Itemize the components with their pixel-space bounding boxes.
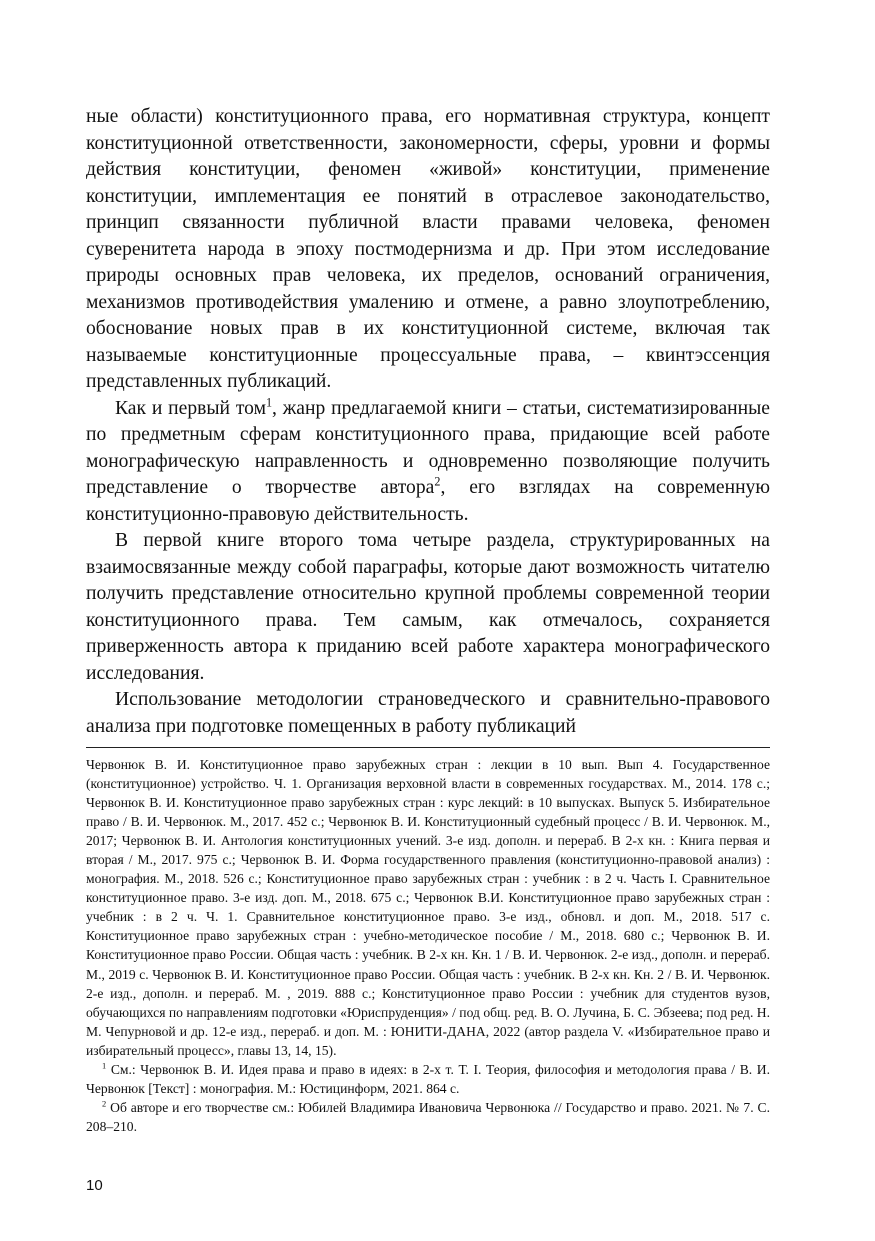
footnote-continued: Червонюк В. И. Конституционное право зарубежных стран : лекции в 10 вып. Вып 4. Государственное (конституционное) устройство. Ч. 1. Организация верховной власти в современных государствах. М., 2014. 178 с.; Червонюк В. И. Конституционное право зарубежных стран : курс лекций: в 10 выпусках. Выпуск 5. Избирательное право / В. И. Червонюк. М., 2017. 452 с.; Червонюк В. И. Конституционный судебный процесс / В. И. Червонюк. М., 2017; Червонюк В. И. Антология конституционных учений. 3-е изд. дополн. и перераб. В 2-х кн. : Книга первая и вторая / М., 2017. 975 с.; Червонюк В. И. Форма государственного правления (конституционно-правовой анализ) : монография. М., 2018. 526 с.; Конституционное право зарубежных стран : учебник : в 2 ч. Часть I. Сравнительное конституционное право. 3-е изд. доп. М., 2018. 675 с.; Червонюк В.И. Конституционное право зарубежных стран : учебник : в 2 ч. Ч. 1. Сравнительное конституционное право. 3-е изд., обновл. и доп. М., 2018. 517 с. Конституционное право зарубежных стран : учебно-методическое пособие / М., 2018. 680 с.; Червонюк В. И. Конституционное право России. Общая часть : учебник. В 2-х кн. Кн. 1 / В. И. Червонюк. 2-е изд., дополн. и перераб. М., 2019 с. Червонюк В. И. Конституционное право России. Общая часть : учебник. В 2-х кн. Кн. 2 / В. И. Червонюк. 2-е изд., дополн. и перераб. М. , 2019. 888 с.; Конституционное право России : учебник для студентов вузов, обучающихся по направлениям подготовки «Юриспруденция» / под общ. ред. В. О. Лучина, Б. С. Эбзеева; под ред. Н. М. Чепурновой и др. 12-е изд., перераб. и доп. М. : ЮНИТИ-ДАНА, 2022 (автор раздела V. «Избирательное право и избирательный процесс», главы 13, 14, 15). (86, 757, 770, 1058)
paragraph-continued: ные области) конституционного права, его нормативная структура, концепт конституционной ответственности, закономерности, сферы, уровни и формы действия конституции, феномен «живой» конституции, применение конституции, имплементация ее понятий в отраслевое законодательство, принцип связанности публичной власти правами человека, феномен суверенитета народа в эпоху постмодернизма и др. При этом исследование природы основных прав человека, их пределов, оснований ограничения, механизмов противодействия умалению и отмене, а равно злоупотреблению, обоснование новых прав в их конституционной системе, включая так называемые конституционные процессуальные права, – квинтэссенция представленных публикаций. (86, 106, 770, 392)
paragraph-genre (86, 396, 770, 529)
footnote-2-mark: 2 (102, 1098, 107, 1109)
main-body-text (86, 104, 770, 740)
page-number: 10 (86, 1177, 103, 1194)
paragraph-genre-part-1: Как и первый том (115, 397, 266, 419)
paragraph-genre-part-3: , его взглядах на современную конституционно-правовую действительность. (86, 477, 770, 525)
paragraph-genre-part-2: , жанр предлагаемой книги – статьи, систематизированные по предметным сферам конституционного права, придающие всей работе монографическую направленность и одновременно позволяющие получить представление о творчестве автора (86, 397, 770, 498)
paragraph-structure: В первой книге второго тома четыре раздела, структурированных на взаимосвязанные между собой параграфы, которые дают возможность читателю получить представление относительно крупной проблемы современной теории конституционного права. Тем самым, как отмечалось, сохраняется приверженность автора к приданию всей работе характера монографического исследования. (86, 530, 770, 684)
paragraph-methodology: Использование методологии страноведческого и сравнительно-правового анализа при подготовке помещенных в работу публикаций (86, 689, 770, 737)
footnote-2 (86, 1098, 770, 1136)
footnote-ref-1[interactable]: 1 (265, 394, 273, 409)
footnote-ref-2[interactable]: 2 (434, 474, 441, 489)
footnote-2-text: Об авторе и его творчестве см.: Юбилей Владимира Ивановича Червонюка // Государство и право. 2021. № 7. С. 208–210. (86, 1099, 770, 1134)
footnote-1-text: См.: Червонюк В. И. Идея права и право в идеях: в 2-х т. Т. I. Теория, философия и методология права / В. И. Червонюк [Текст] : монография. М.: Юстицинформ, 2021. 864 с. (86, 1061, 770, 1096)
footnotes-block (86, 755, 770, 1136)
footnote-1 (86, 1060, 770, 1098)
footnote-1-mark: 1 (102, 1060, 107, 1071)
footnote-separator (86, 747, 770, 748)
